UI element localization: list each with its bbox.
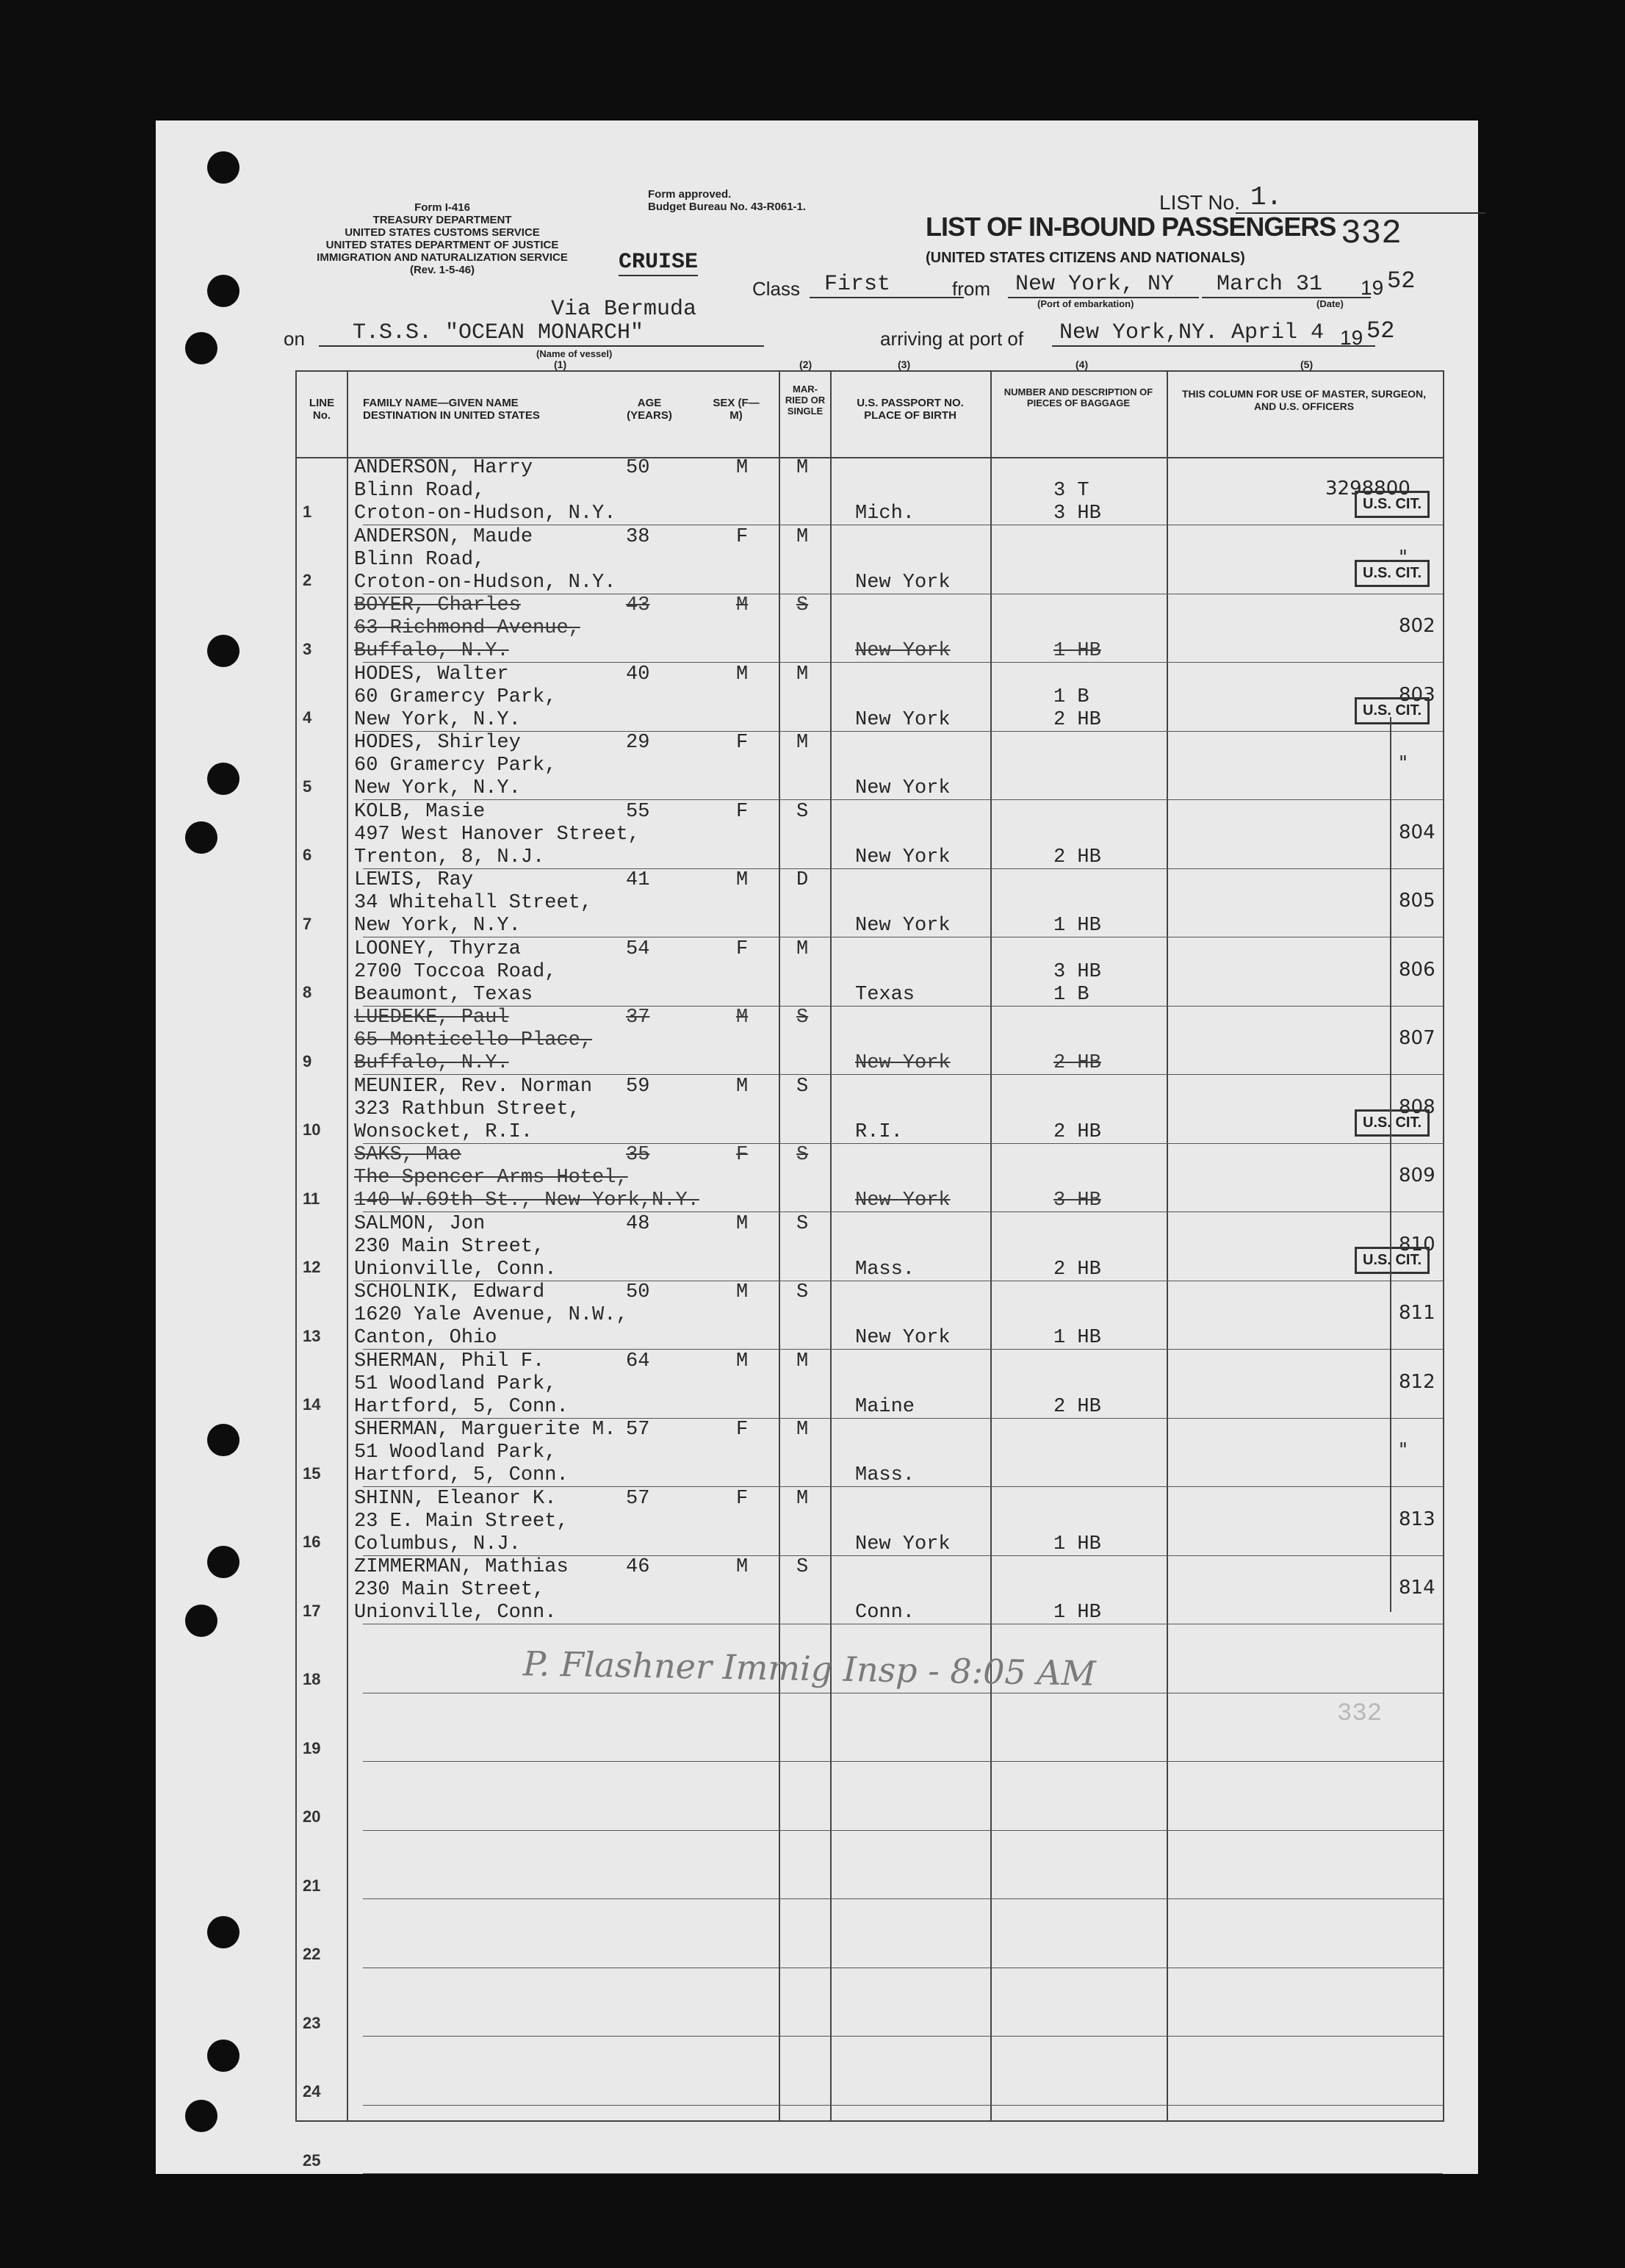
place-of-birth: Mich. bbox=[855, 503, 915, 525]
marital-status: S bbox=[796, 1007, 809, 1029]
col-header-married: MAR- RIED OR SINGLE bbox=[785, 384, 826, 417]
passenger-sex: F bbox=[736, 937, 749, 960]
document-subtitle: (UNITED STATES CITIZENS AND NATIONALS) bbox=[926, 250, 1245, 266]
col-header-sex: SEX (F—M) bbox=[713, 397, 760, 422]
passenger-sex: M bbox=[736, 594, 749, 616]
officer-number: 810 bbox=[1399, 1233, 1435, 1256]
officer-number: 805 bbox=[1399, 890, 1435, 912]
baggage-description: 2 HB bbox=[1053, 1258, 1101, 1281]
line-number: 13 bbox=[303, 1326, 321, 1345]
place-of-birth: New York bbox=[855, 1052, 951, 1074]
line-number: 11 bbox=[303, 1189, 320, 1208]
treasury-label: TREASURY DEPARTMENT bbox=[372, 214, 512, 226]
marital-status: M bbox=[796, 732, 809, 754]
line-number: 9 bbox=[303, 1051, 312, 1070]
table-row bbox=[297, 869, 1443, 937]
passenger-age: 37 bbox=[626, 1007, 650, 1029]
binder-hole bbox=[185, 1605, 217, 1637]
col-header-line: LINE No. bbox=[309, 397, 335, 422]
officer-number: " bbox=[1399, 752, 1408, 774]
place-of-birth: Maine bbox=[855, 1395, 915, 1418]
cruise-label: CRUISE bbox=[619, 250, 699, 275]
line-number: 12 bbox=[303, 1258, 321, 1276]
passenger-name-address: ANDERSON, Maude Blinn Road, Croton-on-Hudson, N.Y. bbox=[354, 525, 616, 594]
binder-hole bbox=[207, 1424, 239, 1456]
passenger-age: 54 bbox=[626, 937, 650, 960]
line-number: 6 bbox=[303, 846, 312, 864]
table-row bbox=[297, 801, 1443, 869]
passenger-sex: M bbox=[736, 1075, 749, 1098]
place-of-birth: Conn. bbox=[855, 1602, 915, 1624]
baggage-description: 3 T 3 HB bbox=[1053, 480, 1101, 525]
col-header-name: FAMILY NAME—GIVEN NAME DESTINATION IN UNITED STATES bbox=[363, 397, 540, 422]
binder-hole bbox=[207, 763, 239, 795]
passenger-name-address: HODES, Shirley 60 Gramercy Park, New York, N.Y. bbox=[354, 732, 557, 799]
faint-page-number: 332 bbox=[1337, 1700, 1383, 1728]
col-header-passport: U.S. PASSPORT NO. PLACE OF BIRTH bbox=[857, 397, 964, 422]
officer-number: 814 bbox=[1399, 1577, 1435, 1599]
marital-status: D bbox=[796, 869, 809, 891]
row-divider bbox=[363, 2173, 1443, 2174]
departure-year-prefix: 19 bbox=[1361, 276, 1384, 299]
table-row bbox=[297, 1007, 1443, 1075]
place-of-birth: New York bbox=[855, 846, 951, 868]
table-row bbox=[297, 938, 1443, 1007]
place-of-birth: Mass. bbox=[855, 1258, 915, 1281]
baggage-description: 2 HB bbox=[1053, 1052, 1101, 1074]
us-citizen-stamp: U.S. CIT. bbox=[1355, 1247, 1430, 1274]
officer-number: 802 bbox=[1399, 615, 1435, 637]
col-header-age: AGE (YEARS) bbox=[627, 397, 672, 422]
binder-hole bbox=[185, 2100, 217, 2132]
via-route: Via Bermuda bbox=[551, 297, 697, 322]
passenger-name-address: SHERMAN, Marguerite M. 51 Woodland Park, Hartford, 5, Conn. bbox=[354, 1419, 616, 1486]
from-label: from bbox=[952, 278, 990, 300]
ins-label: IMMIGRATION AND NATURALIZATION SERVICE bbox=[317, 251, 568, 264]
passenger-age: 57 bbox=[626, 1419, 650, 1441]
passenger-age: 43 bbox=[626, 594, 650, 616]
arriving-label: arriving at port of bbox=[880, 328, 1024, 350]
baggage-description: 1 HB bbox=[1053, 915, 1101, 937]
marital-status: S bbox=[796, 1144, 809, 1166]
col-header-officers: THIS COLUMN FOR USE OF MASTER, SURGEON, AND U.S. OFFICERS bbox=[1181, 388, 1427, 412]
passenger-name-address: ANDERSON, Harry Blinn Road, Croton-on-Hudson, N.Y. bbox=[354, 457, 616, 525]
officer-number: 3298800 bbox=[1325, 478, 1410, 500]
marital-status: S bbox=[796, 1075, 809, 1098]
passenger-name-address: LOONEY, Thyrza 2700 Toccoa Road, Beaumont, Texas bbox=[354, 937, 557, 1006]
departure-year-suffix: 52 bbox=[1387, 267, 1416, 295]
passenger-age: 64 bbox=[626, 1350, 650, 1372]
us-citizen-stamp: U.S. CIT. bbox=[1355, 697, 1430, 724]
table-row bbox=[297, 1281, 1443, 1350]
empty-table-row bbox=[297, 1693, 1443, 1762]
justice-label: UNITED STATES DEPARTMENT OF JUSTICE bbox=[325, 239, 559, 251]
table-row bbox=[297, 663, 1443, 732]
baggage-description: 2 HB bbox=[1053, 1120, 1101, 1143]
marital-status: S bbox=[796, 594, 809, 616]
place-of-birth: Mass. bbox=[855, 1464, 915, 1486]
baggage-description: 3 HB 1 B bbox=[1053, 960, 1101, 1006]
table-row bbox=[297, 732, 1443, 800]
officer-number: 809 bbox=[1399, 1164, 1435, 1187]
passenger-sex: M bbox=[736, 1281, 749, 1303]
us-citizen-stamp: U.S. CIT. bbox=[1355, 491, 1430, 518]
line-number: 3 bbox=[303, 639, 312, 658]
table-row bbox=[297, 1556, 1443, 1624]
from-value: New York, NY bbox=[1008, 272, 1199, 298]
officer-number: 804 bbox=[1399, 821, 1435, 843]
empty-table-row bbox=[297, 1831, 1443, 1899]
table-row bbox=[297, 1488, 1443, 1556]
officer-number: 808 bbox=[1399, 1095, 1435, 1118]
officer-number: 803 bbox=[1399, 683, 1435, 706]
line-number: 22 bbox=[303, 1945, 321, 1963]
table-row bbox=[297, 1213, 1443, 1281]
binder-hole bbox=[207, 635, 239, 667]
place-of-birth: New York bbox=[855, 1189, 951, 1212]
empty-table-row bbox=[297, 2037, 1443, 2106]
arrival-year-prefix: 19 bbox=[1340, 326, 1363, 349]
binder-hole bbox=[207, 151, 239, 184]
line-number: 1 bbox=[303, 502, 312, 521]
marital-status: M bbox=[796, 937, 809, 960]
place-of-birth: New York bbox=[855, 1533, 951, 1555]
binder-hole bbox=[207, 275, 239, 307]
passenger-name-address: BOYER, Charles 63 Richmond Avenue, Buffalo, N.Y. bbox=[354, 594, 580, 662]
marital-status: M bbox=[796, 457, 809, 479]
baggage-description: 1 HB bbox=[1053, 1533, 1101, 1555]
column-number-2: (2) bbox=[799, 359, 812, 370]
arrival-port-date: New York,NY. April 4 bbox=[1052, 320, 1375, 347]
line-number: 18 bbox=[303, 1670, 321, 1688]
list-no-value: 1. bbox=[1236, 182, 1485, 214]
us-citizen-stamp: U.S. CIT. bbox=[1355, 560, 1430, 587]
line-number: 14 bbox=[303, 1395, 321, 1414]
marital-status: S bbox=[796, 1212, 809, 1235]
binder-hole bbox=[207, 1916, 239, 1948]
passenger-sex: F bbox=[736, 1487, 749, 1510]
baggage-description: 1 B 2 HB bbox=[1053, 685, 1101, 731]
binder-hole bbox=[185, 332, 217, 364]
marital-status: M bbox=[796, 1487, 809, 1510]
departure-date: March 31 bbox=[1202, 272, 1371, 298]
empty-table-row bbox=[297, 1900, 1443, 1968]
officer-number: " bbox=[1399, 1439, 1408, 1461]
line-number: 21 bbox=[303, 1876, 321, 1895]
baggage-description: 1 HB bbox=[1053, 640, 1101, 662]
line-number: 15 bbox=[303, 1464, 321, 1483]
binder-hole bbox=[207, 1546, 239, 1578]
table-row bbox=[297, 1350, 1443, 1419]
arrival-year-suffix: 52 bbox=[1366, 317, 1395, 345]
place-of-birth: Texas bbox=[855, 983, 915, 1006]
officer-number: 813 bbox=[1399, 1508, 1435, 1530]
passenger-age: 55 bbox=[626, 800, 650, 823]
passenger-age: 50 bbox=[626, 1281, 650, 1303]
place-of-birth: R.I. bbox=[855, 1120, 903, 1143]
passenger-age: 35 bbox=[626, 1144, 650, 1166]
officer-number: 807 bbox=[1399, 1027, 1435, 1049]
table-row bbox=[297, 594, 1443, 663]
binder-hole bbox=[185, 821, 217, 854]
marital-status: S bbox=[796, 1281, 809, 1303]
passenger-age: 57 bbox=[626, 1487, 650, 1510]
passenger-sex: F bbox=[736, 1419, 749, 1441]
passenger-sex: F bbox=[736, 525, 749, 548]
place-of-birth: New York bbox=[855, 777, 951, 799]
passenger-name-address: HODES, Walter 60 Gramercy Park, New York, N.Y. bbox=[354, 663, 557, 731]
place-of-birth: New York bbox=[855, 1327, 951, 1349]
passenger-sex: M bbox=[736, 663, 749, 685]
marital-status: M bbox=[796, 1350, 809, 1372]
customs-label: UNITED STATES CUSTOMS SERVICE bbox=[345, 226, 540, 239]
passenger-name-address: LEWIS, Ray 34 Whitehall Street, New York, N.Y. bbox=[354, 869, 593, 937]
bracket-line bbox=[1390, 717, 1391, 1612]
page-number: 332 bbox=[1341, 215, 1402, 253]
place-of-birth: New York bbox=[855, 915, 951, 937]
column-number-5: (5) bbox=[1300, 359, 1314, 370]
marital-status: M bbox=[796, 525, 809, 548]
marital-status: S bbox=[796, 1556, 809, 1578]
passenger-sex: F bbox=[736, 800, 749, 823]
baggage-description: 2 HB bbox=[1053, 846, 1101, 868]
manifest-page bbox=[156, 120, 1478, 2174]
column-number-1: (1) bbox=[554, 359, 567, 370]
passenger-sex: F bbox=[736, 1144, 749, 1166]
port-embarkation-note: (Port of embarkation) bbox=[1037, 298, 1134, 309]
passenger-name-address: KOLB, Masie 497 West Hanover Street, Trenton, 8, N.J. bbox=[354, 800, 640, 868]
passenger-sex: M bbox=[736, 869, 749, 891]
passenger-name-address: LUEDEKE, Paul 65 Monticello Place, Buffalo, N.Y. bbox=[354, 1007, 593, 1074]
marital-status: M bbox=[796, 1419, 809, 1441]
line-number: 8 bbox=[303, 983, 312, 1001]
col-header-baggage: NUMBER AND DESCRIPTION OF PIECES OF BAGGAGE bbox=[1004, 386, 1153, 408]
form-approved-label: Form approved. bbox=[648, 188, 732, 201]
table-row bbox=[297, 526, 1443, 594]
vessel-note: (Name of vessel) bbox=[536, 348, 613, 359]
table-row bbox=[297, 1076, 1443, 1144]
line-number: 4 bbox=[303, 708, 312, 727]
passenger-sex: F bbox=[736, 732, 749, 754]
document-title: LIST OF IN-BOUND PASSENGERS bbox=[926, 212, 1336, 242]
line-number: 5 bbox=[303, 777, 312, 796]
place-of-birth: New York bbox=[855, 708, 951, 731]
on-label: on bbox=[284, 328, 305, 350]
marital-status: S bbox=[796, 800, 809, 823]
officer-number: " bbox=[1399, 546, 1408, 569]
empty-table-row bbox=[297, 2106, 1443, 2174]
class-value: First bbox=[810, 272, 964, 298]
passenger-age: 29 bbox=[626, 732, 650, 754]
revision-label: (Rev. 1-5-46) bbox=[409, 264, 475, 276]
line-number: 7 bbox=[303, 914, 312, 933]
passenger-name-address: SHINN, Eleanor K. 23 E. Main Street, Columbus, N.J. bbox=[354, 1487, 569, 1555]
place-of-birth: New York bbox=[855, 571, 951, 594]
passenger-sex: M bbox=[736, 1556, 749, 1578]
baggage-description: 3 HB bbox=[1053, 1189, 1101, 1212]
baggage-description: 1 HB bbox=[1053, 1602, 1101, 1624]
line-number: 17 bbox=[303, 1601, 321, 1620]
passenger-name-address: MEUNIER, Rev. Norman 323 Rathbun Street, Wonsocket, R.I. bbox=[354, 1075, 593, 1143]
line-number: 19 bbox=[303, 1738, 321, 1757]
passenger-name-address: SHERMAN, Phil F. 51 Woodland Park, Hartford, 5, Conn. bbox=[354, 1350, 569, 1418]
form-agency-block bbox=[281, 201, 604, 276]
binder-hole bbox=[207, 2040, 239, 2072]
form-number: Form I-416 bbox=[414, 201, 470, 214]
empty-table-row bbox=[297, 1968, 1443, 2037]
passenger-sex: M bbox=[736, 1212, 749, 1235]
line-number: 16 bbox=[303, 1533, 321, 1551]
column-number-3: (3) bbox=[898, 359, 911, 370]
list-no-label: LIST No. bbox=[1159, 191, 1240, 214]
form-approval bbox=[648, 188, 806, 213]
us-citizen-stamp: U.S. CIT. bbox=[1355, 1109, 1430, 1137]
passenger-age: 50 bbox=[626, 457, 650, 479]
table-row bbox=[297, 457, 1443, 525]
passenger-age: 46 bbox=[626, 1556, 650, 1578]
passenger-name-address: SCHOLNIK, Edward 1620 Yale Avenue, N.W., Canton, Ohio bbox=[354, 1281, 628, 1349]
place-of-birth: New York bbox=[855, 640, 951, 662]
passenger-sex: M bbox=[736, 1350, 749, 1372]
officer-number: 811 bbox=[1399, 1302, 1435, 1324]
line-number: 20 bbox=[303, 1807, 321, 1826]
line-number: 2 bbox=[303, 571, 312, 589]
table-row bbox=[297, 1144, 1443, 1212]
line-number: 23 bbox=[303, 2013, 321, 2032]
baggage-description: 2 HB bbox=[1053, 1395, 1101, 1418]
passenger-age: 59 bbox=[626, 1075, 650, 1098]
line-number: 10 bbox=[303, 1120, 321, 1139]
empty-table-row bbox=[297, 1763, 1443, 1831]
passenger-age: 48 bbox=[626, 1212, 650, 1235]
passenger-sex: M bbox=[736, 457, 749, 479]
marital-status: M bbox=[796, 663, 809, 685]
passenger-table bbox=[295, 370, 1444, 2170]
passenger-sex: M bbox=[736, 1007, 749, 1029]
passenger-name-address: SAKS, Mae The Spencer Arms Hotel, 140 W.69th St., New York,N.Y. bbox=[354, 1144, 699, 1212]
line-number: 25 bbox=[303, 2150, 321, 2170]
column-number-4: (4) bbox=[1075, 359, 1089, 370]
officer-number: 806 bbox=[1399, 958, 1435, 981]
passenger-age: 38 bbox=[626, 525, 650, 548]
passenger-rows bbox=[297, 457, 1443, 2170]
date-note: (Date) bbox=[1316, 298, 1344, 309]
passenger-name-address: SALMON, Jon 230 Main Street, Unionville, Conn. bbox=[354, 1212, 557, 1281]
class-label: Class bbox=[752, 278, 801, 300]
vessel-name: T.S.S. "OCEAN MONARCH" bbox=[319, 320, 764, 347]
officer-number: 812 bbox=[1399, 1370, 1435, 1393]
passenger-age: 40 bbox=[626, 663, 650, 685]
passenger-name-address: ZIMMERMAN, Mathias 230 Main Street, Unionville, Conn. bbox=[354, 1556, 569, 1624]
table-row bbox=[297, 1419, 1443, 1487]
line-number: 24 bbox=[303, 2082, 321, 2100]
inspector-signature-note: P. Flashner Immig Insp - 8:05 AM bbox=[522, 1644, 1097, 1693]
passenger-age: 41 bbox=[626, 869, 650, 891]
baggage-description: 1 HB bbox=[1053, 1327, 1101, 1349]
budget-bureau-label: Budget Bureau No. 43-R061-1. bbox=[648, 201, 807, 213]
